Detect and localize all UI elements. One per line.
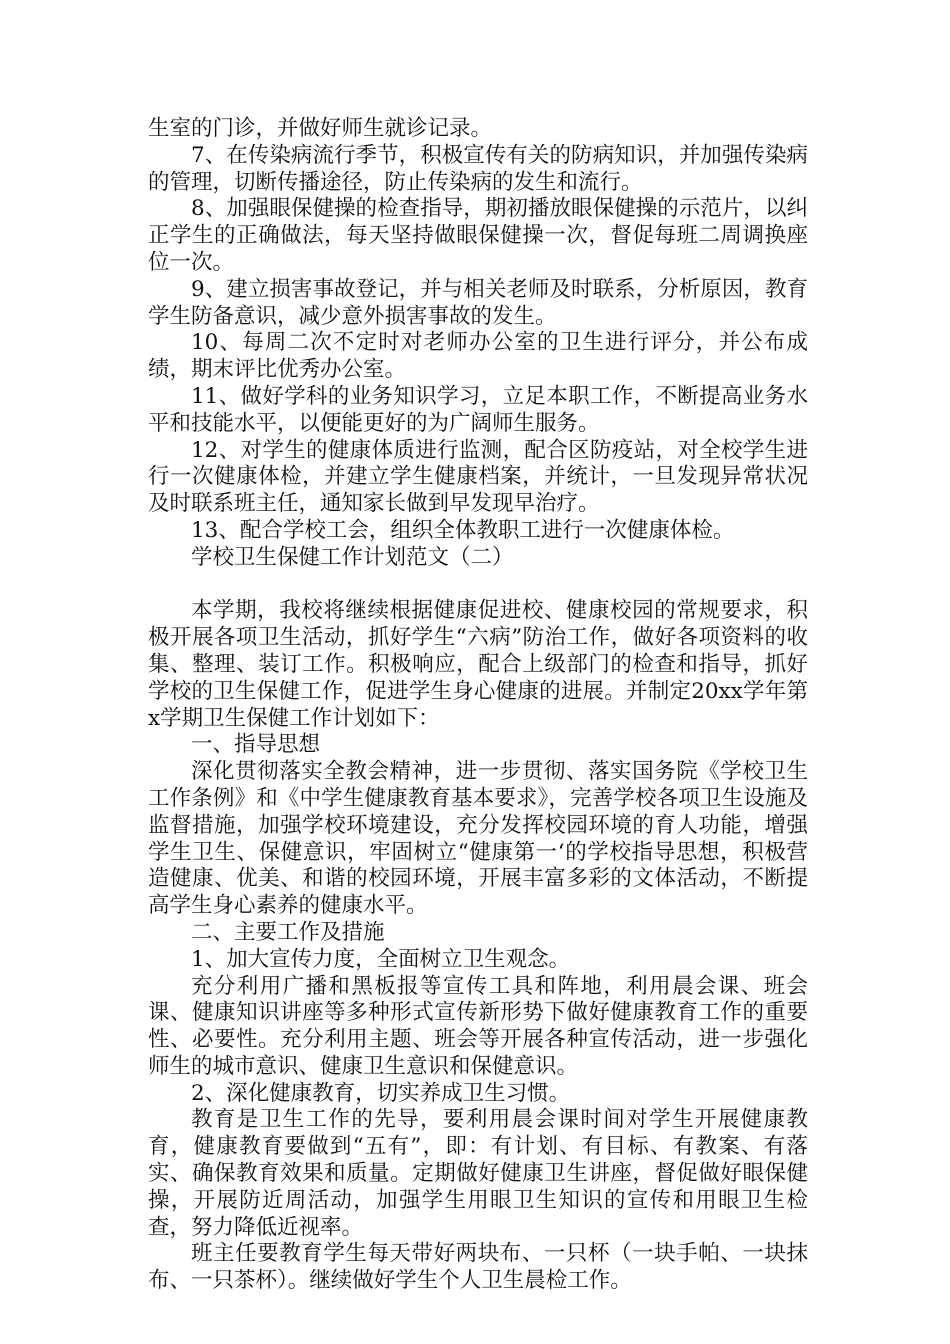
paragraph-item-11: 11、做好学科的业务知识学习，立足本职工作，不断提高业务水平和技能水平，以便能更好的为广阔师生服务。: [148, 383, 808, 436]
guiding-ideology-paragraph: 深化贯彻落实全教会精神，进一步贯彻、落实国务院《学校卫生工作条例》和《中学生健康教育基本要求》，完善学校各项卫生设施及监督措施，加强学校环境建设，充分发挥校园环境的育人功能，增强学生卫生、保健意识，牢固树立“健康第一‘的学校指导思想，积极营造健康、优美、和谐的校园环境，开展丰富多彩的文体活动，不断提高学生身心素养的健康水平。: [148, 759, 808, 919]
health-education-paragraph: 教育是卫生工作的先导，要利用晨会课时间对学生开展健康教育，健康教育要做到“五有”，即：有计划、有目标、有教案、有落实、确保教育效果和质量。定期做好健康卫生讲座，督促做好眼保健操，开展防近周活动，加强学生用眼卫生知识的宣传和用眼卫生检查，努力降低近视率。: [148, 1107, 808, 1240]
intro-paragraph: 本学期，我校将继续根据健康促进校、健康校园的常规要求，积极开展各项卫生活动，抓好学生“六病”防治工作，做好各项资料的收集、整理、装订工作。积极响应，配合上级部门的检查和指导，抓好学校的卫生保健工作，促进学生身心健康的进展。并制定20xx学年第x学期卫生保健工作计划如下：: [148, 598, 808, 731]
class-teacher-paragraph: 班主任要教育学生每天带好两块布、一只杯（一块手帕、一块抹布、一只茶杯）。继续做好学生个人卫生晨检工作。: [148, 1241, 808, 1294]
subheading-health-education: 2、深化健康教育，切实养成卫生习惯。: [191, 1080, 571, 1106]
document-body: [148, 116, 808, 1295]
paragraph-item-7: 7、在传染病流行季节，积极宣传有关的防病知识，并加强传染病的管理，切断传播途径，防止传染病的发生和流行。: [148, 142, 808, 195]
paragraph-item-12: 12、对学生的健康体质进行监测，配合区防疫站，对全校学生进行一次健康体检，并建立学生健康档案，并统计，一旦发现异常状况及时联系班主任，通知家长做到早发现早治疗。: [148, 437, 808, 517]
blank-line: [148, 572, 808, 599]
paragraph-0: 生室的门诊，并做好师生就诊记录。: [148, 116, 493, 141]
paragraph-item-9: 9、建立损害事故登记，并与相关老师及时联系，分析原因，教育学生防备意识，减少意外损害事故的发生。: [148, 276, 808, 329]
paragraph-item-8: 8、加强眼保健操的检查指导，期初播放眼保健操的示范片，以纠正学生的正确做法，每天坚持做眼保健操一次，督促每班二周调换座位一次。: [148, 196, 808, 275]
heading-guiding-ideology: 一、指导思想: [191, 732, 321, 758]
subheading-publicity: 1、加大宣传力度，全面树立卫生观念。: [191, 946, 571, 972]
publicity-paragraph: 充分利用广播和黑板报等宣传工具和阵地，利用晨会课、班会课、健康知识讲座等多种形式宣传新形势下做好健康教育工作的重要性、必要性。充分利用主题、班会等开展各种宣传活动，进一步强化师生的城市意识、健康卫生意识和保健意识。: [148, 973, 808, 1079]
paragraph-item-13: 13、配合学校工会，组织全体教职工进行一次健康体检。: [191, 517, 735, 543]
heading-main-work: 二、主要工作及措施: [191, 919, 385, 945]
paragraph-item-10: 10、每周二次不定时对老师办公室的卫生进行评分，并公布成绩，期末评比优秀办公室。: [148, 330, 808, 383]
section-title: 学校卫生保健工作计划范文（二）: [191, 544, 514, 570]
